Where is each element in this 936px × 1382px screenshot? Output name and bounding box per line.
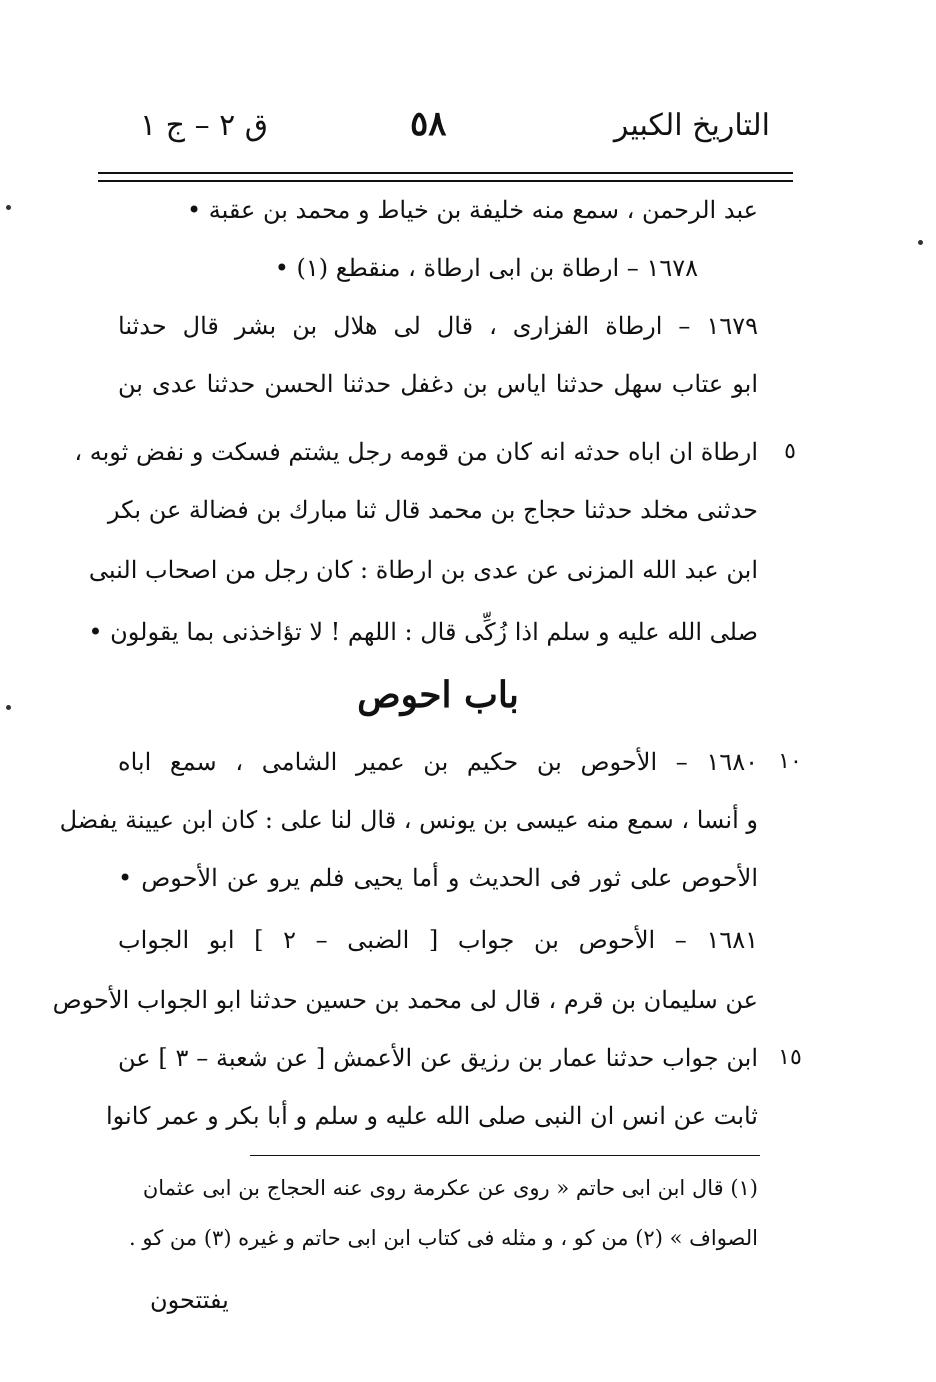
text-line: ثابت عن انس ان النبى صلى الله عليه و سلم و أبا بكر و عمر كانوا <box>105 1102 758 1130</box>
text-line: حدثنى مخلد حدثنا حجاج بن محمد قال ثنا مبارك بن فضالة عن بكر <box>107 496 758 524</box>
line-number: ١٠ <box>778 749 802 774</box>
section-heading: باب احوص <box>357 674 519 716</box>
scan-speck <box>6 205 11 210</box>
running-header <box>120 100 770 160</box>
text-line: ابن جواب حدثنا عمار بن رزيق عن الأعمش [ عن شعبة – ٣ ] عن <box>118 1044 758 1072</box>
footnote-rule <box>250 1155 760 1156</box>
entry-1679: ١٦٧٩ – ارطاة الفزارى ، قال لى هلال بن بشر قال حدثنا <box>118 312 758 340</box>
scan-speck <box>918 240 923 245</box>
footnote-line: الصواف » (٢) من كو ، و مثله فى كتاب ابن ابى حاتم و غيره (٣) من كو . <box>129 1226 758 1250</box>
entry-1678: ١٦٧٨ – ارطاة بن ابى ارطاة ، منقطع (١) • <box>274 254 698 282</box>
text-line: ابو عتاب سهل حدثنا اياس بن دغفل حدثنا الحسن حدثنا عدى بن <box>118 370 758 398</box>
page-number: ٥٨ <box>410 104 447 144</box>
scan-speck <box>6 705 11 710</box>
catchword: يفتتحون <box>150 1286 229 1314</box>
entry-1681: ١٦٨١ – الأحوص بن جواب [ الضبى – ٢ ] ابو الجواب <box>118 926 758 954</box>
volume-marker: ق ٢ – ج ١ <box>140 108 269 143</box>
line-number: ١٥ <box>778 1045 802 1070</box>
text-line: و أنسا ، سمع منه عيسى بن يونس ، قال لنا على : كان ابن عيينة يفضل <box>59 806 758 834</box>
header-rule <box>98 172 793 182</box>
line-number: ٥ <box>784 439 796 464</box>
text-line: عبد الرحمن ، سمع منه خليفة بن خياط و محمد بن عقبة • <box>186 196 758 224</box>
footnote-line: (١) قال ابن ابى حاتم « روى عن عكرمة روى عنه الحجاج بن ابى عثمان <box>142 1176 758 1200</box>
entry-1680: ١٦٨٠ – الأحوص بن حكيم بن عمير الشامى ، سمع اباه <box>118 748 759 776</box>
text-line: ابن عبد الله المزنى عن عدى بن ارطاة : كان رجل من اصحاب النبى <box>88 556 758 584</box>
text-line: صلى الله عليه و سلم اذا زُكِّى قال : اللهم ! لا تؤاخذنى بما يقولون • <box>88 618 758 646</box>
text-line: ارطاة ان اباه حدثه انه كان من قومه رجل يشتم فسكت و نفض ثوبه ، <box>74 438 758 466</box>
text-line: عن سليمان بن قرم ، قال لى محمد بن حسين حدثنا ابو الجواب الأحوص <box>52 986 758 1014</box>
text-line: الأحوص على ثور فى الحديث و أما يحيى فلم يرو عن الأحوص • <box>118 864 758 892</box>
book-title: التاريخ الكبير <box>613 108 770 143</box>
